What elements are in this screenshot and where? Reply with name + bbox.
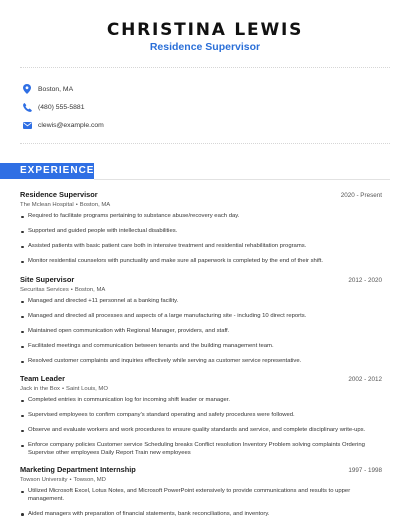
job-bullet: Monitor residential counselors with punctuality and make sure all paperwork is completed by the end of their shift. — [20, 258, 382, 266]
job-title: Team Leader — [20, 374, 66, 383]
contact-email — [22, 118, 104, 132]
contact-divider — [20, 143, 390, 144]
contact-phone — [22, 100, 84, 114]
resume-title: Residence Supervisor — [149, 41, 261, 53]
experience-heading: EXPERIENCE — [0, 163, 94, 179]
experience-divider — [94, 179, 390, 180]
job-company: Jack in the Box — [20, 386, 60, 392]
job-bullet: Assisted patients with basic patient care both in intensive treatment and residential rehabilitation programs. — [20, 243, 382, 251]
contact-phone-text: (480) 555-5881 — [38, 103, 85, 111]
job-bullet: Enforce company policies Customer service Scheduling breaks Conflict resolution Inventory Problem solving complaints Ordering Supervise other employees Daily Report Train new employees — [20, 442, 382, 457]
job-company: The Mclean Hospital — [20, 202, 74, 208]
job-bullet: Aided managers with preparation of financial statements, bank reconciliations, and inventory. — [20, 511, 382, 519]
job-company: Towson University — [20, 477, 68, 483]
job-bullet: Observe and evaluate workers and work procedures to ensure quality standards and service, and complete disciplinary write-ups. — [20, 427, 382, 435]
job-bullet: Completed entries in communication log for incoming shift leader or manager. — [20, 397, 382, 405]
job-bullet: Resolved customer complaints and inquiries effectively while serving as customer service representative. — [20, 358, 382, 366]
job-bullet: Required to facilitate programs pertaining to substance abuse/recovery each day. — [20, 213, 382, 221]
job-bullet: Utilized Microsoft Excel, Lotus Notes, and Microsoft PowerPoint extensively to provide communications and results to upper management. — [20, 488, 382, 503]
contact-email-text: clewis@example.com — [38, 121, 104, 129]
phone-icon — [22, 102, 32, 112]
job-bullet: Managed and directed +11 personnel at a banking facility. — [20, 298, 382, 306]
job-bullet: Managed and directed all processes and aspects of a large manufacturing site - including 10 direct reports. — [20, 313, 382, 321]
job-location: Towson, MD — [73, 477, 106, 483]
contact-location-text: Boston, MA — [38, 85, 74, 93]
job-dates: 2002 - 2012 — [348, 376, 382, 383]
job-bullet: Maintained open communication with Regional Manager, providers, and staff. — [20, 328, 382, 336]
job-location: Saint Louis, MO — [66, 386, 108, 392]
resume-name: CHRISTINA LEWIS — [106, 20, 304, 40]
job-title: Residence Supervisor — [20, 190, 98, 199]
contact-location — [22, 82, 73, 96]
job-entry: Site Supervisor 2012 - 2020 Securitas Services • Boston, MA Managed and directed +11 personnel at a banking facility. Managed and directed all processes and aspects of a large manufacturing site - including 10 direct reports. Maintained open communication with Regional Manager, providers, and staff. Facilitated meetings and communication between tenants and the building management team. Resolved customer complaints and inquiries effectively while serving as customer service representative. — [20, 275, 382, 365]
job-dates: 1997 - 1998 — [348, 467, 382, 474]
location-pin-icon — [22, 84, 32, 94]
job-entry: Residence Supervisor 2020 - Present The Mclean Hospital • Boston, MA Required to facilitate programs pertaining to substance abuse/recovery each day. Supported and guided people with intellectual disabilities. Assisted patients with basic patient care both in intensive treatment and residential rehabilitation programs. Monitor residential counselors with punctuality and make sure all paperwork is completed by the end of their shift. — [20, 190, 382, 265]
job-entry: Team Leader 2002 - 2012 Jack in the Box • Saint Louis, MO Completed entries in communication log for incoming shift leader or manager. Supervised employees to confirm company's standard operating and safety procedures were followed. Observe and evaluate workers and work procedures to ensure quality standards and service, and complete disciplinary write-ups. Enforce company policies Customer service Scheduling breaks Conflict resolution Inventory Problem solving complaints Ordering Supervise other employees Daily Report Train new employees — [20, 374, 382, 456]
header-divider — [20, 67, 390, 68]
job-entry: Marketing Department Internship 1997 - 1998 Towson University • Towson, MD Utilized Microsoft Excel, Lotus Notes, and Microsoft PowerPoint extensively to provide communications and results to upper management. Aided managers with preparation of financial statements, bank reconciliations, and inventory. — [20, 465, 382, 517]
job-bullet: Supported and guided people with intellectual disabilities. — [20, 228, 382, 236]
job-bullet: Supervised employees to confirm company's standard operating and safety procedures were followed. — [20, 412, 382, 420]
job-title: Site Supervisor — [20, 275, 75, 284]
envelope-icon — [22, 120, 32, 130]
job-dates: 2020 - Present — [340, 192, 382, 199]
job-location: Boston, MA — [74, 287, 106, 293]
job-bullet: Facilitated meetings and communication between tenants and the building management team. — [20, 343, 382, 351]
job-title: Marketing Department Internship — [20, 465, 136, 474]
job-company: Securitas Services — [20, 287, 69, 293]
job-location: Boston, MA — [79, 202, 111, 208]
job-dates: 2012 - 2020 — [348, 277, 382, 284]
